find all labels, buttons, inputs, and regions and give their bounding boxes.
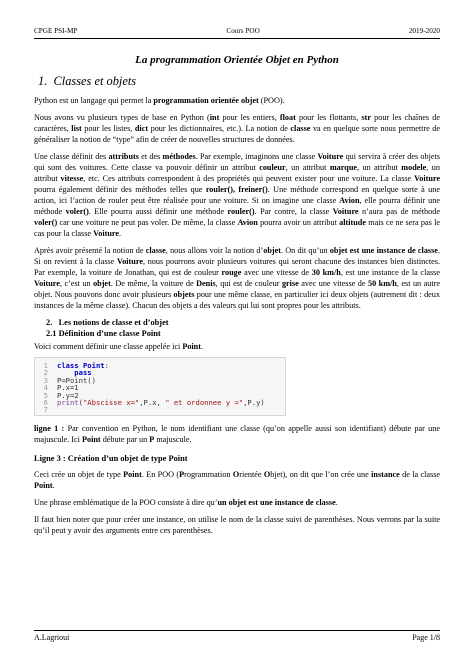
text-run: Par convention en Python, le nom identifiant une classe (qu’on appelle aussi son identifiant) débute par une majuscule. Ici	[34, 424, 441, 444]
code-token: " et ordonnee y ="	[165, 398, 244, 407]
text-run: .	[52, 481, 55, 490]
section-heading-2	[34, 317, 440, 328]
text-run: objets	[173, 290, 195, 299]
section-2-title: Les notions de classe et d’objet	[58, 318, 169, 327]
code-token: P.x=1	[57, 383, 79, 393]
header-rule	[34, 38, 440, 39]
text-run: altitude	[339, 218, 366, 227]
text-run: (POO).	[258, 96, 285, 105]
text-run: Une phrase emblématique de la POO consiste à dire qu’	[34, 498, 218, 507]
code-token: ,P.x,	[139, 398, 166, 407]
text-run: pour les listes,	[81, 124, 135, 133]
text-run: , etc. Ces attributs correspondent à des propriétés qui peuvent exister pour une voiture. La classe	[83, 174, 415, 183]
text-run: .	[335, 498, 338, 507]
text-run: programmation orientée objet	[153, 96, 259, 105]
text-run: list	[71, 124, 82, 133]
text-run: , est un autre objet. Nous pouvons donc avoir plusieurs	[34, 279, 440, 299]
text-run: Voiture	[332, 207, 359, 216]
text-run: Point	[34, 481, 53, 490]
text-run: pourra avoir un attribut	[257, 218, 340, 227]
text-run: Avion	[339, 196, 360, 205]
text-run: Avion	[237, 218, 258, 227]
text-run: P	[149, 435, 155, 444]
code-line-number: 4	[43, 383, 48, 393]
subsection-title: Définition d’une classe Point	[58, 329, 161, 338]
code-block	[34, 357, 286, 416]
text-run: pour les flottants,	[295, 113, 362, 122]
text-run: Après avoir présenté la notion de	[34, 246, 146, 255]
text-run: , nous pourrons avoir plusieurs voitures qui seront chacune des instances bien distinctes. Par exemple, la voiture de Jonathan, qui est de couleur	[34, 257, 441, 277]
code-line-number: 6	[43, 398, 48, 407]
text-run: . Par contre, la classe	[254, 207, 333, 216]
text-run: Il faut bien noter que pour créer une instance, on utilise le nom de la classe suivi de parenthèses. Nous verrons par la suite qu’il peut y avoir des arguments entre ces parenthèses.	[34, 515, 440, 535]
text-run: .	[119, 229, 122, 238]
code-token: print	[57, 398, 79, 407]
text-run: modele	[401, 163, 427, 172]
text-run: grise	[281, 279, 299, 288]
text-run: méthodes	[162, 152, 196, 161]
footer-author: A.Lagrioui	[34, 633, 70, 642]
text-run: , elle pourra définir une méthode	[34, 196, 440, 216]
text-run: , un attribut	[357, 163, 402, 172]
code-token: :	[104, 361, 109, 370]
text-run: Voiture	[93, 229, 120, 238]
code-line-number: 1	[43, 361, 48, 370]
text-run: Point	[123, 470, 142, 479]
text-run: Une classe définit des	[34, 152, 109, 161]
code-token: class	[57, 361, 83, 370]
text-run: débute par un	[100, 435, 150, 444]
label-ligne-3: Ligne 3 : Création d’un objet de type Point	[34, 454, 188, 463]
text-run: avec une vitesse de	[241, 268, 312, 277]
text-run: mais ce ne sera pas le cas pour la classe	[34, 218, 440, 238]
header-left: CPGE PSI-MP	[34, 27, 78, 35]
text-run: Voici comment définir une classe appelée ici	[34, 342, 183, 351]
paragraph-intro	[34, 95, 440, 106]
text-run: vitesse	[60, 174, 84, 183]
text-run: dict	[134, 124, 149, 133]
text-run: n’aura pas de méthode	[358, 207, 440, 216]
text-run: et des	[138, 152, 163, 161]
document-body	[34, 74, 440, 542]
text-run: Point	[182, 342, 201, 351]
text-run: classe	[145, 246, 166, 255]
text-run: . De même, la voiture de	[110, 279, 197, 288]
text-run: objet est une instance de classe	[329, 246, 438, 255]
text-run: . Une méthode correspond en quelque sorte à une action, ici l’action de rouler peut être réalisée pour une voiture. Si on imagine une classe	[34, 185, 440, 205]
text-run: , un attribut	[34, 163, 440, 183]
code-token: Point	[82, 361, 105, 370]
text-run: Voiture	[34, 279, 60, 288]
text-run: Point	[81, 435, 101, 444]
code-line-text	[57, 398, 265, 407]
text-run: pourra également définir des méthodes telles que	[34, 185, 206, 194]
text-run: , un attribut	[285, 163, 330, 172]
text-run: instance	[371, 470, 400, 479]
text-run: , qui est de couleur	[215, 279, 282, 288]
text-run: 30 km/h	[311, 268, 341, 277]
document-title: La programmation Orientée Objet en Python	[135, 54, 339, 66]
text-run: . Par exemple, imaginons une classe	[195, 152, 318, 161]
text-run: voler()	[65, 207, 89, 216]
text-run: qui servira à créer des objets qui sont des voitures. Cette classe va pouvoir définir un attribut	[34, 152, 440, 172]
subsection-heading-2-1	[34, 328, 440, 339]
page-header	[34, 25, 440, 37]
text-run: rouler(), freiner()	[205, 185, 268, 194]
text-run: attributs	[108, 152, 139, 161]
text-run: . On dit qu’un	[280, 246, 330, 255]
text-run: rientée	[239, 470, 264, 479]
text-run: pour les dictionnaires, etc.). La notion de	[148, 124, 291, 133]
page-number: Page 1/8	[412, 633, 440, 642]
text-run: majuscule.	[154, 435, 192, 444]
paragraph-ligne-3	[34, 469, 440, 491]
code-token: pass	[57, 368, 92, 378]
paragraph-parentheses	[34, 514, 440, 536]
text-run: pour une même classe, en particulier ici deux objets (autrement dit : deux instances de la même classe). Chacun des objets a des valeurs qui lui sont propres pour les attributs.	[34, 290, 440, 310]
text-run: . En POO (	[141, 470, 180, 479]
text-run: Voiture	[117, 257, 143, 266]
text-run: voler()	[34, 218, 58, 227]
text-run: , est une instance de la classe	[340, 268, 440, 277]
text-run: . Elle pourra aussi définir une méthode	[88, 207, 228, 216]
text-run: Ceci crée un objet de type	[34, 470, 124, 479]
code-token: (	[78, 398, 83, 407]
text-run: rogrammation	[184, 470, 233, 479]
text-run: marque	[329, 163, 358, 172]
section-1-number: 1.	[38, 74, 48, 88]
code-line-number: 2	[43, 368, 48, 378]
text-run: O	[232, 470, 240, 479]
text-run: . Si on revient à la classe	[34, 246, 440, 266]
text-run: .	[200, 342, 204, 351]
text-run: Python est un langage qui permet la	[34, 96, 154, 105]
paragraph-emblematique	[34, 497, 440, 508]
paragraph-classe-voiture	[34, 151, 440, 239]
text-run: objet	[93, 279, 111, 288]
header-right: 2019-2020	[408, 27, 440, 35]
text-run: car une voiture ne peut pas voler. De même, la classe	[57, 218, 238, 227]
text-run: rouge	[221, 268, 242, 277]
text-run: avec une vitesse de	[298, 279, 368, 288]
header-center: Cours POO	[226, 27, 260, 35]
text-run: pour les chaînes de caractères,	[34, 113, 440, 133]
text-run: de la classe	[399, 470, 441, 479]
text-run: , c’est un	[59, 279, 94, 288]
text-run: classe	[290, 124, 311, 133]
code-line-number: 3	[43, 375, 48, 385]
text-run: va en quelque sorte nous permettre de généraliser la notion de “type” afin de créer de nouvelles structures de données.	[34, 124, 441, 144]
text-run: str	[361, 113, 371, 122]
section-heading-1	[34, 74, 440, 89]
text-run: un objet est une instance de classe	[217, 498, 336, 507]
code-line-number: 5	[43, 390, 48, 400]
text-run: 50 km/h	[367, 279, 397, 288]
code-token: P=Point()	[57, 375, 96, 385]
text-run: Voiture	[414, 174, 441, 183]
text-run: Voiture	[317, 152, 344, 161]
paragraph-types	[34, 112, 440, 145]
text-run: rouler()	[227, 207, 255, 216]
code-token: P.y=2	[57, 390, 79, 400]
text-run: float	[279, 113, 296, 122]
text-run: O	[263, 470, 271, 479]
text-run: ligne 1 :	[34, 424, 65, 433]
code-token: "Abscisse x="	[82, 398, 140, 407]
code-line-number: 7	[43, 405, 48, 415]
code-token: ,P.y)	[243, 398, 265, 407]
subsection-number: 2.1	[46, 329, 57, 338]
section-2-number: 2.	[46, 318, 53, 327]
text-run: int	[209, 113, 220, 122]
section-1-title: Classes et objets	[53, 74, 137, 88]
text-run: couleur	[259, 163, 286, 172]
text-run: objet	[263, 246, 281, 255]
text-run: pour les entiers,	[219, 113, 280, 122]
text-run: P	[179, 470, 185, 479]
text-run: , nous allons voir la notion d’	[165, 246, 264, 255]
text-run: Denis	[196, 279, 216, 288]
paragraph-ligne-1	[34, 423, 440, 445]
text-run: Nous avons vu plusieurs types de base en Python (	[34, 113, 210, 122]
footer-rule	[34, 630, 440, 631]
text-run: bjet), on dit que l’on crée une	[270, 470, 372, 479]
page-footer	[34, 632, 440, 643]
paragraph-code-intro	[34, 341, 440, 352]
paragraph-objet-instance	[34, 245, 440, 311]
